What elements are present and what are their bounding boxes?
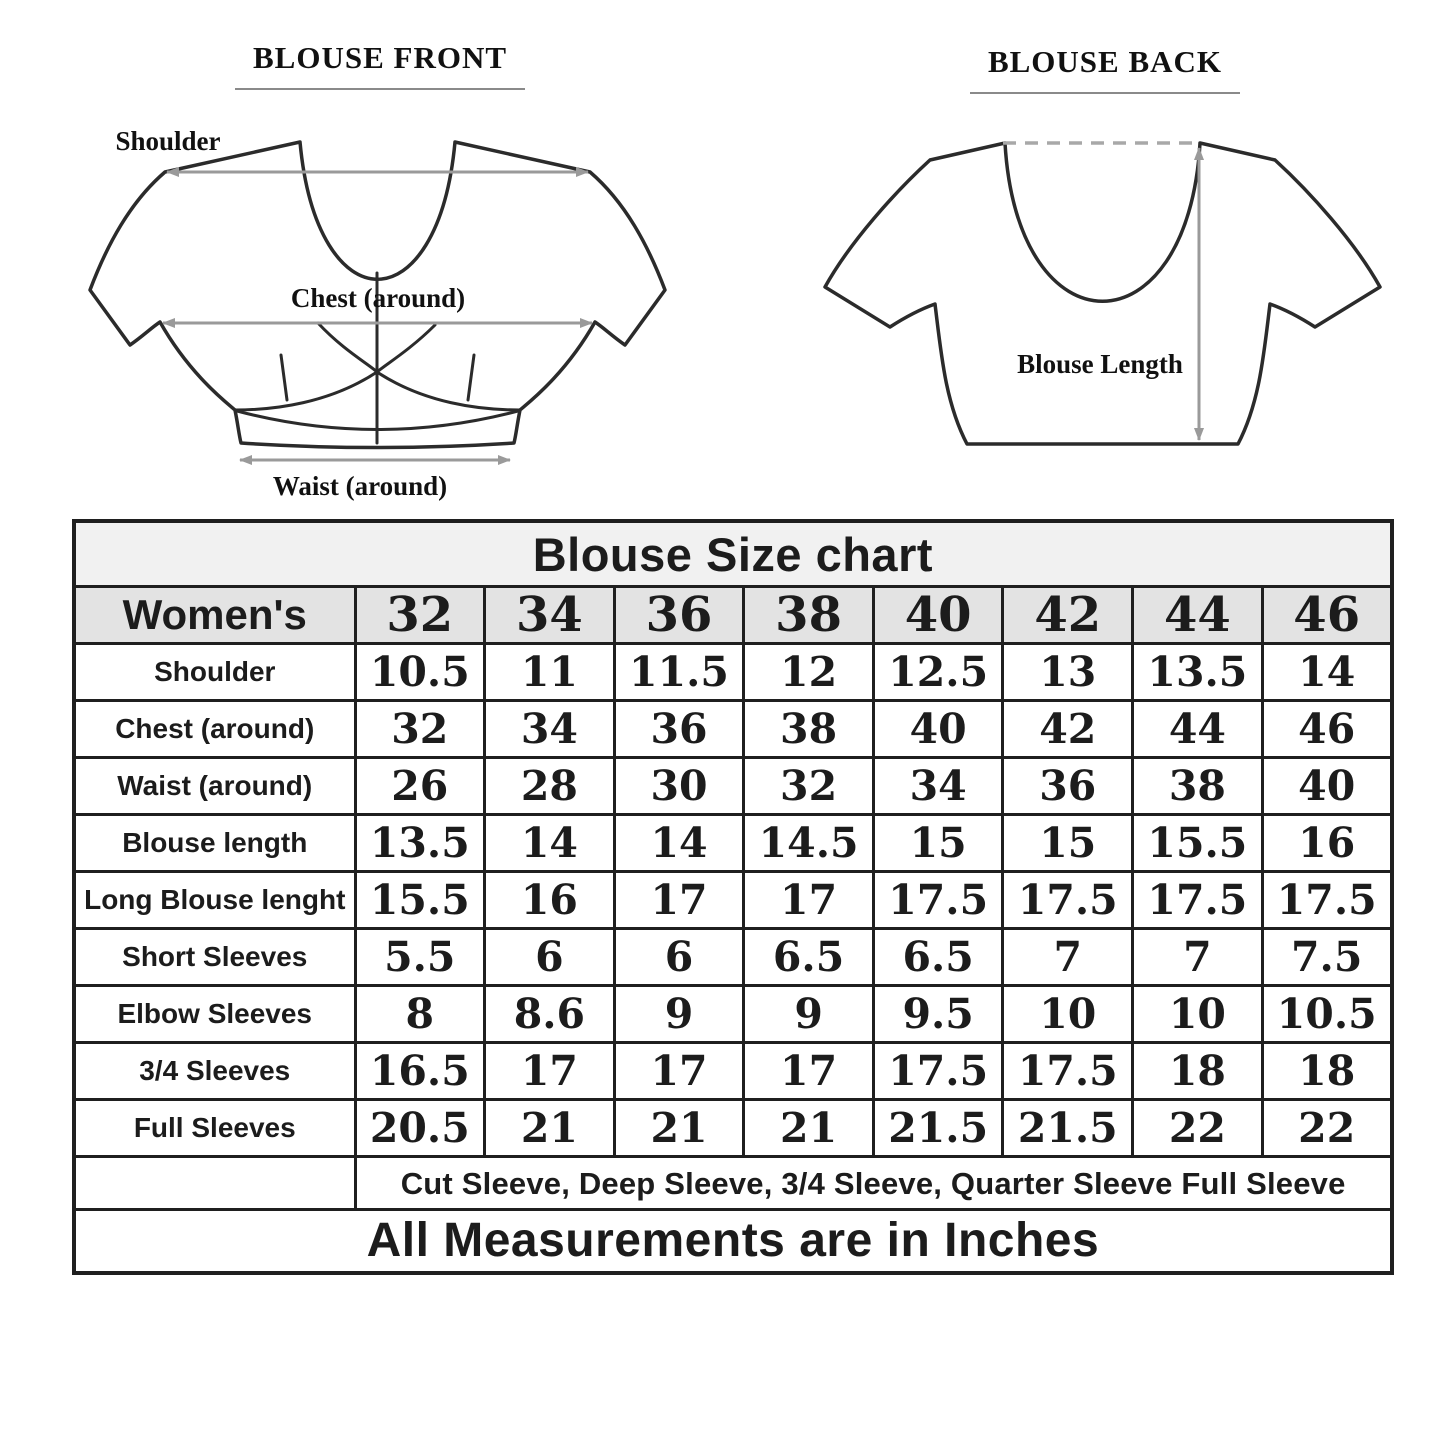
measurement-value: 14.5 bbox=[744, 815, 874, 872]
table-row bbox=[74, 701, 1392, 758]
sleeve-note-row bbox=[74, 1157, 1392, 1210]
size-chart-table bbox=[72, 519, 1394, 1275]
measurement-value: 34 bbox=[873, 758, 1003, 815]
size-column-header: 38 bbox=[744, 587, 874, 644]
measurement-value: 21 bbox=[614, 1100, 744, 1157]
size-column-header: 44 bbox=[1133, 587, 1263, 644]
column-header-womens: Women's bbox=[74, 587, 355, 644]
measurement-value: 10 bbox=[1003, 986, 1133, 1043]
front-bust-sweep-right bbox=[377, 372, 520, 410]
measurement-value: 8 bbox=[355, 986, 485, 1043]
size-column-header: 42 bbox=[1003, 587, 1133, 644]
measurement-value: 12.5 bbox=[873, 644, 1003, 701]
measurement-value: 21.5 bbox=[1003, 1100, 1133, 1157]
back-diagram-title-wrap bbox=[795, 44, 1415, 94]
measurement-value: 40 bbox=[873, 701, 1003, 758]
measurement-value: 9 bbox=[744, 986, 874, 1043]
measurement-value: 6.5 bbox=[873, 929, 1003, 986]
row-label: Short Sleeves bbox=[74, 929, 355, 986]
measurement-value: 22 bbox=[1262, 1100, 1392, 1157]
row-label: Elbow Sleeves bbox=[74, 986, 355, 1043]
measurement-value: 40 bbox=[1262, 758, 1392, 815]
table-row bbox=[74, 929, 1392, 986]
front-dart-right bbox=[468, 355, 474, 400]
row-label: Long Blouse lenght bbox=[74, 872, 355, 929]
front-diagram-title: BLOUSE FRONT bbox=[235, 40, 525, 90]
size-column-header: 40 bbox=[873, 587, 1003, 644]
back-blouse-outline bbox=[825, 143, 1380, 444]
table-row bbox=[74, 872, 1392, 929]
table-row bbox=[74, 758, 1392, 815]
measurement-value: 17 bbox=[485, 1043, 615, 1100]
measurement-value: 11 bbox=[485, 644, 615, 701]
measurement-value: 38 bbox=[1133, 758, 1263, 815]
front-diagram-title-wrap bbox=[75, 40, 685, 90]
row-label: Chest (around) bbox=[74, 701, 355, 758]
table-header-row bbox=[74, 587, 1392, 644]
table-title: Blouse Size chart bbox=[74, 521, 1392, 587]
measurement-value: 15 bbox=[873, 815, 1003, 872]
measurement-value: 9 bbox=[614, 986, 744, 1043]
measurement-value: 17 bbox=[614, 872, 744, 929]
sleeve-note: Cut Sleeve, Deep Sleeve, 3/4 Sleeve, Quarter Sleeve Full Sleeve bbox=[355, 1157, 1392, 1210]
measurement-value: 6.5 bbox=[744, 929, 874, 986]
row-label: Full Sleeves bbox=[74, 1100, 355, 1157]
measurement-value: 14 bbox=[1262, 644, 1392, 701]
measurement-value: 32 bbox=[744, 758, 874, 815]
measurement-value: 15 bbox=[1003, 815, 1133, 872]
measurement-value: 18 bbox=[1133, 1043, 1263, 1100]
measurement-value: 42 bbox=[1003, 701, 1133, 758]
measurements-footer: All Measurements are in Inches bbox=[74, 1210, 1392, 1274]
table-row bbox=[74, 986, 1392, 1043]
measurement-value: 14 bbox=[614, 815, 744, 872]
measurement-value: 17.5 bbox=[873, 1043, 1003, 1100]
measurement-value: 22 bbox=[1133, 1100, 1263, 1157]
measurement-value: 28 bbox=[485, 758, 615, 815]
measurement-value: 10.5 bbox=[1262, 986, 1392, 1043]
measurement-value: 36 bbox=[1003, 758, 1133, 815]
shoulder-label: Shoulder bbox=[115, 126, 221, 156]
measurement-value: 13 bbox=[1003, 644, 1133, 701]
table-row bbox=[74, 1043, 1392, 1100]
measurement-value: 21 bbox=[485, 1100, 615, 1157]
front-bust-curve-left bbox=[318, 323, 377, 372]
row-label: 3/4 Sleeves bbox=[74, 1043, 355, 1100]
measurement-value: 17 bbox=[614, 1043, 744, 1100]
table-row bbox=[74, 815, 1392, 872]
measurement-value: 17 bbox=[744, 1043, 874, 1100]
front-bust-curve-right bbox=[377, 325, 435, 372]
measurement-value: 14 bbox=[485, 815, 615, 872]
measurement-value: 17 bbox=[744, 872, 874, 929]
measurement-value: 17.5 bbox=[873, 872, 1003, 929]
measurement-value: 12 bbox=[744, 644, 874, 701]
measurement-value: 7.5 bbox=[1262, 929, 1392, 986]
size-column-header: 32 bbox=[355, 587, 485, 644]
size-column-header: 34 bbox=[485, 587, 615, 644]
measurement-value: 13.5 bbox=[1133, 644, 1263, 701]
size-column-header: 46 bbox=[1262, 587, 1392, 644]
chest-label: Chest (around) bbox=[290, 283, 466, 313]
measurement-value: 36 bbox=[614, 701, 744, 758]
measurement-value: 7 bbox=[1133, 929, 1263, 986]
row-label: Shoulder bbox=[74, 644, 355, 701]
measurement-value: 21.5 bbox=[873, 1100, 1003, 1157]
measurement-value: 10.5 bbox=[355, 644, 485, 701]
blouse-back-diagram bbox=[795, 112, 1415, 464]
table-row bbox=[74, 1100, 1392, 1157]
measurement-value: 16 bbox=[485, 872, 615, 929]
measurement-value: 17.5 bbox=[1133, 872, 1263, 929]
measurement-value: 11.5 bbox=[614, 644, 744, 701]
row-label: Blouse length bbox=[74, 815, 355, 872]
measurement-value: 38 bbox=[744, 701, 874, 758]
measurement-value: 26 bbox=[355, 758, 485, 815]
measurement-value: 16.5 bbox=[355, 1043, 485, 1100]
table-row bbox=[74, 644, 1392, 701]
size-column-header: 36 bbox=[614, 587, 744, 644]
measurement-value: 15.5 bbox=[355, 872, 485, 929]
measurement-value: 6 bbox=[614, 929, 744, 986]
measurement-value: 15.5 bbox=[1133, 815, 1263, 872]
measurement-value: 46 bbox=[1262, 701, 1392, 758]
measurement-value: 21 bbox=[744, 1100, 874, 1157]
measurement-value: 8.6 bbox=[485, 986, 615, 1043]
measurements-footer-row bbox=[74, 1210, 1392, 1274]
measurement-value: 17.5 bbox=[1003, 1043, 1133, 1100]
waist-label: Waist (around) bbox=[272, 471, 448, 501]
empty-cell bbox=[74, 1157, 355, 1210]
measurement-value: 20.5 bbox=[355, 1100, 485, 1157]
measurement-value: 7 bbox=[1003, 929, 1133, 986]
back-diagram-title: BLOUSE BACK bbox=[970, 44, 1240, 94]
measurement-value: 10 bbox=[1133, 986, 1263, 1043]
measurement-value: 18 bbox=[1262, 1043, 1392, 1100]
table-title-row bbox=[74, 521, 1392, 587]
blouse-length-label: Blouse Length bbox=[1017, 349, 1183, 379]
measurement-value: 30 bbox=[614, 758, 744, 815]
measurement-value: 17.5 bbox=[1003, 872, 1133, 929]
measurement-value: 44 bbox=[1133, 701, 1263, 758]
row-label: Waist (around) bbox=[74, 758, 355, 815]
measurement-value: 13.5 bbox=[355, 815, 485, 872]
measurement-value: 5.5 bbox=[355, 929, 485, 986]
front-dart-left bbox=[281, 355, 287, 400]
measurement-value: 16 bbox=[1262, 815, 1392, 872]
measurement-value: 6 bbox=[485, 929, 615, 986]
measurement-value: 9.5 bbox=[873, 986, 1003, 1043]
measurement-value: 34 bbox=[485, 701, 615, 758]
measurement-value: 32 bbox=[355, 701, 485, 758]
front-bust-sweep-left bbox=[235, 372, 377, 410]
measurement-value: 17.5 bbox=[1262, 872, 1392, 929]
